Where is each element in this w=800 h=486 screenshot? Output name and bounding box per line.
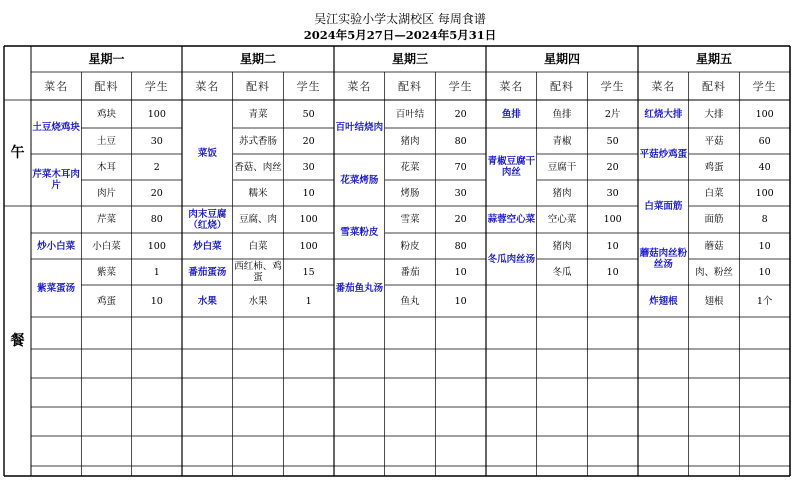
column-header-ingredient: 配料 [701,79,726,93]
student-qty-cell: 80 [454,240,467,252]
column-header-students: 学生 [600,79,625,93]
column-header-students: 学生 [296,79,321,93]
school-title: 吴江实验小学太湖校区 每周食谱 [314,12,486,26]
student-qty-cell: 40 [758,161,771,173]
ingredient-cell: 空心菜 [547,214,577,225]
ingredient-cell: 冬瓜 [552,266,572,278]
ingredient-cell: 花菜 [400,161,420,173]
student-qty-cell: 50 [302,108,315,120]
dish-name: 蘑菇肉丝粉 丝汤 [639,248,688,270]
student-qty-cell: 100 [299,240,318,252]
student-qty-cell: 10 [302,187,315,199]
ingredient-cell: 大排 [704,108,724,120]
dish-name: 青椒豆腐干 肉丝 [487,156,536,178]
dish-name: 红烧大排 [644,108,683,120]
ingredient-cell: 蘑菇 [704,240,724,252]
dish-name: 蒜蓉空心菜 [487,214,536,225]
ingredient-cell: 猪肉 [552,240,572,252]
ingredient-cell: 青菜 [248,108,268,120]
student-qty-cell: 10 [758,266,771,278]
day-header: 星期四 [543,51,580,66]
dish-name: 鱼排 [501,108,521,120]
ingredient-cell: 芹菜 [96,214,116,225]
ingredient-cell: 木耳 [96,161,116,173]
ingredient-cell: 豆腐干 [547,161,577,173]
meal-label-lunch-bottom: 餐 [10,332,25,349]
ingredient-cell: 鱼丸 [400,295,420,307]
student-qty-cell: 10 [606,266,619,278]
student-qty-cell: 60 [758,135,771,147]
column-header-ingredient: 配料 [245,79,270,93]
dish-name: 菜饭 [197,147,217,159]
column-header-dish: 菜名 [651,79,676,93]
ingredient-cell: 西红柿、鸡 蛋 [234,261,282,283]
student-qty-cell: 10 [606,240,619,252]
student-qty-cell: 100 [299,214,318,225]
ingredient-cell: 白菜 [704,187,724,199]
student-qty-cell: 100 [147,108,166,120]
student-qty-cell: 1个 [756,295,773,307]
student-qty-cell: 10 [150,295,163,307]
ingredient-cell: 粉皮 [400,240,420,252]
dish-name: 紫菜蛋汤 [37,282,76,294]
ingredient-cell: 紫菜 [96,266,116,278]
student-qty-cell: 100 [147,240,166,252]
dish-name [31,206,81,233]
student-qty-cell: 20 [454,108,467,120]
student-qty-cell: 100 [755,187,774,199]
ingredient-cell: 平菇 [704,135,724,147]
day-header: 星期二 [239,51,276,66]
student-qty-cell: 30 [606,187,619,199]
ingredient-cell: 烤肠 [400,187,420,199]
day-header: 星期五 [695,51,732,66]
student-qty-cell: 100 [755,108,774,120]
dish-name: 炒白菜 [193,240,222,252]
dish-name: 冬瓜肉丝汤 [487,253,536,265]
ingredient-cell: 豆腐、肉 [238,214,277,225]
meal-label-lunch-top: 午 [10,144,25,161]
student-qty-cell: 50 [606,135,619,147]
column-header-dish: 菜名 [499,79,524,93]
day-header: 星期三 [391,51,428,66]
ingredient-cell: 雪菜 [400,214,420,225]
column-header-dish: 菜名 [44,79,69,93]
ingredient-cell: 水果 [248,295,268,307]
ingredient-cell: 鸡蛋 [704,161,724,173]
student-qty-cell: 70 [454,161,467,173]
column-header-dish: 菜名 [347,79,372,93]
dish-name: 平菇炒鸡蛋 [639,148,688,160]
dish-name: 白菜面筋 [644,201,683,212]
date-range: 2024年5月27日—2024年5月31日 [303,28,497,42]
dish-name: 炒小白菜 [37,240,76,252]
day-header: 星期一 [88,51,125,66]
student-qty-cell: 10 [454,266,467,278]
dish-name: 肉末豆腐 （红烧） [188,208,227,231]
ingredient-cell: 小白菜 [92,240,121,252]
dish-name: 花菜烤肠 [340,174,379,186]
ingredient-cell: 番茄 [400,266,420,278]
student-qty-cell: 10 [758,240,771,252]
dish-name: 水果 [197,295,217,307]
ingredient-cell: 肉片 [96,187,116,199]
ingredient-cell: 面筋 [704,214,724,225]
student-qty-cell: 10 [454,295,467,307]
student-qty-cell: 20 [454,214,467,225]
ingredient-cell: 鸡蛋 [96,295,116,307]
student-qty-cell: 100 [603,214,622,225]
column-header-students: 学生 [448,79,473,93]
ingredient-cell: 鸡块 [96,108,116,120]
dish-name: 芹菜木耳肉片 [32,169,80,191]
student-qty-cell: 30 [150,135,163,147]
column-header-students: 学生 [752,79,777,93]
student-qty-cell: 20 [606,161,619,173]
student-qty-cell: 2片 [604,108,621,120]
student-qty-cell: 15 [302,266,315,278]
ingredient-cell: 百叶结 [395,108,425,120]
student-qty-cell: 1 [153,266,160,278]
dish-name: 雪菜粉皮 [340,227,379,238]
student-qty-cell: 2 [153,161,160,173]
column-header-dish: 菜名 [195,79,220,93]
column-header-ingredient: 配料 [397,79,422,93]
dish-name: 番茄蛋汤 [188,266,227,278]
dish-name: 土豆烧鸡块 [32,121,80,133]
ingredient-cell: 猪肉 [400,135,420,147]
column-header-students: 学生 [144,79,169,93]
student-qty-cell: 1 [305,295,312,307]
ingredient-cell: 猪肉 [552,187,572,199]
student-qty-cell: 20 [150,187,163,199]
ingredient-cell: 白菜 [248,240,268,252]
dish-name: 炸翅根 [649,295,678,307]
student-qty-cell: 30 [302,161,315,173]
ingredient-cell: 土豆 [96,135,116,147]
ingredient-cell: 翅根 [704,295,724,307]
student-qty-cell: 30 [454,187,467,199]
student-qty-cell: 20 [302,135,315,147]
student-qty-cell: 80 [454,135,467,147]
ingredient-cell: 糯米 [248,187,268,199]
student-qty-cell: 8 [761,214,768,225]
ingredient-cell: 肉、粉丝 [694,266,733,278]
column-header-ingredient: 配料 [549,79,574,93]
student-qty-cell: 80 [150,214,163,225]
column-header-ingredient: 配料 [94,79,119,93]
dish-name: 番茄鱼丸汤 [335,282,384,294]
ingredient-cell: 青椒 [552,135,572,147]
ingredient-cell: 鱼排 [552,108,572,120]
ingredient-cell: 香菇、肉丝 [234,161,282,173]
dish-name: 百叶结烧肉 [335,121,384,133]
ingredient-cell: 苏式香肠 [238,135,277,147]
